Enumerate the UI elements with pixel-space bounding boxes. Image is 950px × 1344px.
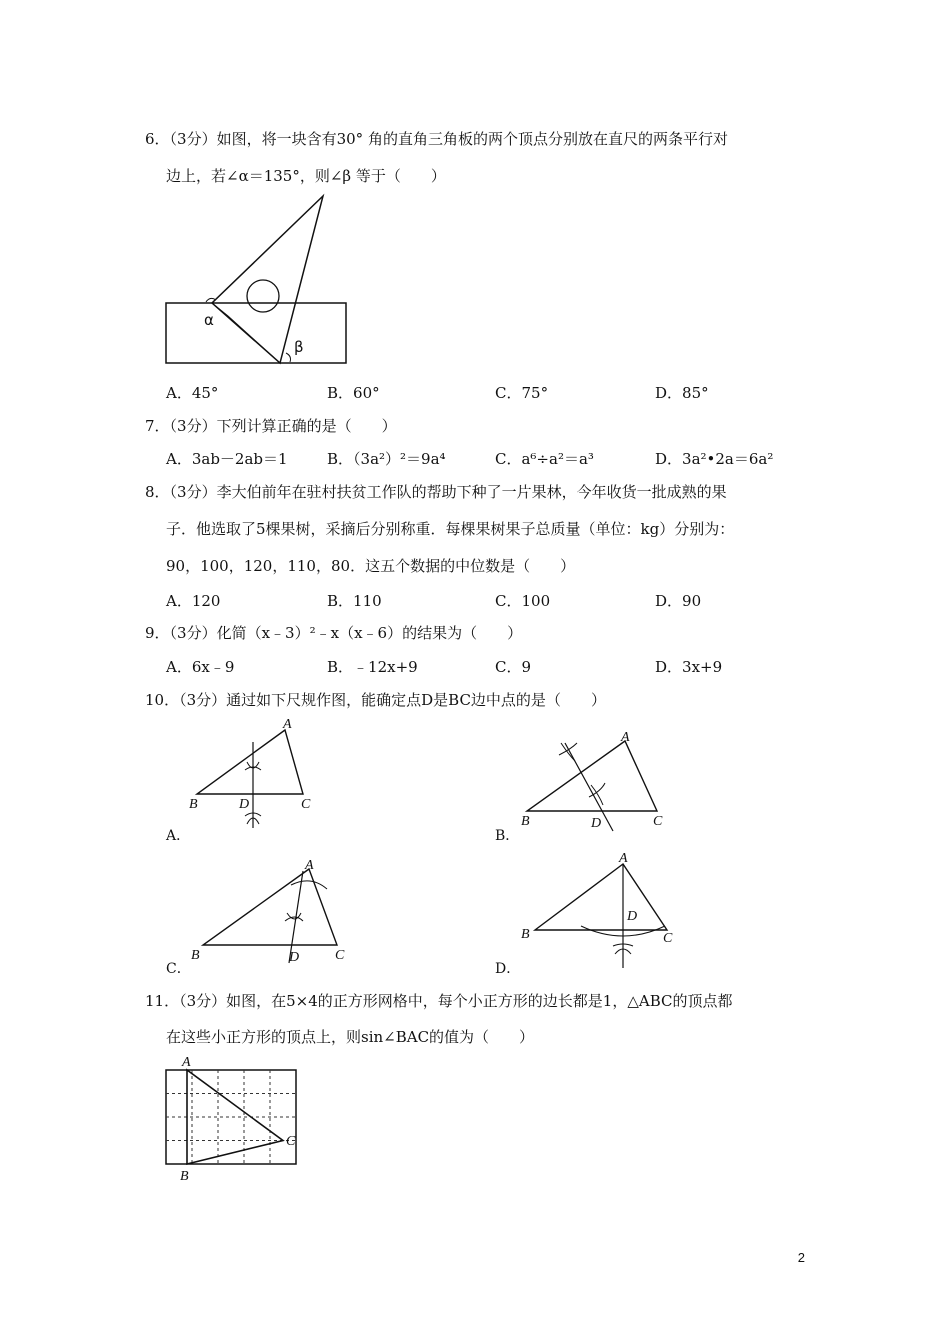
svg-text:A: A (182, 1055, 191, 1070)
svg-text:C: C (663, 931, 673, 946)
svg-text:B: B (189, 797, 198, 812)
q6-option-b: B．60° (327, 384, 380, 402)
svg-text:A: A (283, 717, 292, 732)
q10-figure-d (515, 850, 685, 970)
q8-option-b: B．110 (327, 592, 382, 610)
q8-option-d: D．90 (655, 592, 702, 610)
q7-option-a: A．3ab－2ab＝1 (166, 450, 288, 468)
q10-option-a: A． (166, 828, 191, 844)
q6-label-beta: β (294, 338, 304, 356)
svg-text:A: A (305, 858, 314, 873)
q10-stem: 10．（3分）通过如下尺规作图，能确定点D是BC边中点的是（ ） (145, 691, 606, 709)
q7-option-d: D．3a²•2a＝6a² (655, 450, 774, 468)
q11-figure (158, 1050, 308, 1185)
q6-option-a: A．45° (166, 384, 219, 402)
q9-option-b: B．﹣12x+9 (327, 658, 418, 676)
svg-text:D: D (289, 950, 300, 965)
q8-option-c: C．100 (495, 592, 551, 610)
q9-option-d: D．3x+9 (655, 658, 723, 676)
q11-stem-line2: 在这些小正方形的顶点上，则sin∠BAC的值为（ ） (166, 1028, 535, 1046)
q10-option-d: D． (495, 961, 521, 977)
q6-label-alpha: α (204, 311, 214, 329)
svg-text:D: D (591, 816, 602, 831)
q10-option-c: C． (166, 961, 191, 977)
page-number: 2 (797, 1250, 805, 1265)
q8-option-a: A．120 (166, 592, 221, 610)
q6-option-d: D．85° (655, 384, 709, 402)
q6-stem-line1: 6．（3分）如图，将一块含有30° 角的直角三角板的两个顶点分别放在直尺的两条平行对 (145, 130, 728, 148)
q6-figure (160, 190, 360, 370)
q8-stem-line1: 8．（3分）李大伯前年在驻村扶贫工作队的帮助下种了一片果林，今年收货一批成熟的果 (145, 483, 727, 501)
svg-text:C: C (653, 814, 663, 829)
q10-figure-c (185, 855, 355, 965)
q7-option-c: C．a⁶÷a²＝a³ (495, 450, 594, 468)
q9-option-c: C．9 (495, 658, 532, 676)
q6-stem-line2: 边上，若∠α＝135°，则∠β 等于（ ） (166, 167, 446, 185)
svg-text:A: A (621, 730, 630, 745)
svg-text:C: C (301, 797, 311, 812)
svg-text:D: D (627, 909, 638, 924)
svg-text:C: C (335, 948, 345, 963)
svg-text:A: A (619, 851, 628, 866)
q10-figure-b (515, 725, 675, 835)
q7-stem: 7．（3分）下列计算正确的是（ ） (145, 417, 397, 435)
svg-text:B: B (191, 948, 200, 963)
q6-option-c: C．75° (495, 384, 549, 402)
svg-text:B: B (521, 927, 530, 942)
q10-figure-a (185, 712, 325, 832)
q8-stem-line2: 子．他选取了5棵果树，采摘后分别称重．每棵果树果子总质量（单位：kg）分别为： (166, 520, 735, 538)
svg-text:B: B (180, 1169, 189, 1184)
q9-option-a: A．6x﹣9 (166, 658, 235, 676)
q10-option-b: B． (495, 828, 520, 844)
q8-stem-line3: 90，100，120，110，80．这五个数据的中位数是（ ） (166, 557, 576, 575)
svg-text:C: C (286, 1134, 296, 1149)
svg-text:D: D (239, 797, 250, 812)
q11-stem-line1: 11．（3分）如图，在5×4的正方形网格中，每个小正方形的边长都是1，△ABC的顶点都 (145, 992, 733, 1010)
q7-option-b: B．（3a²）²＝9a⁴ (327, 450, 446, 468)
q9-stem: 9．（3分）化简（x﹣3）²﹣x（x﹣6）的结果为（ ） (145, 624, 523, 642)
svg-text:B: B (521, 814, 530, 829)
